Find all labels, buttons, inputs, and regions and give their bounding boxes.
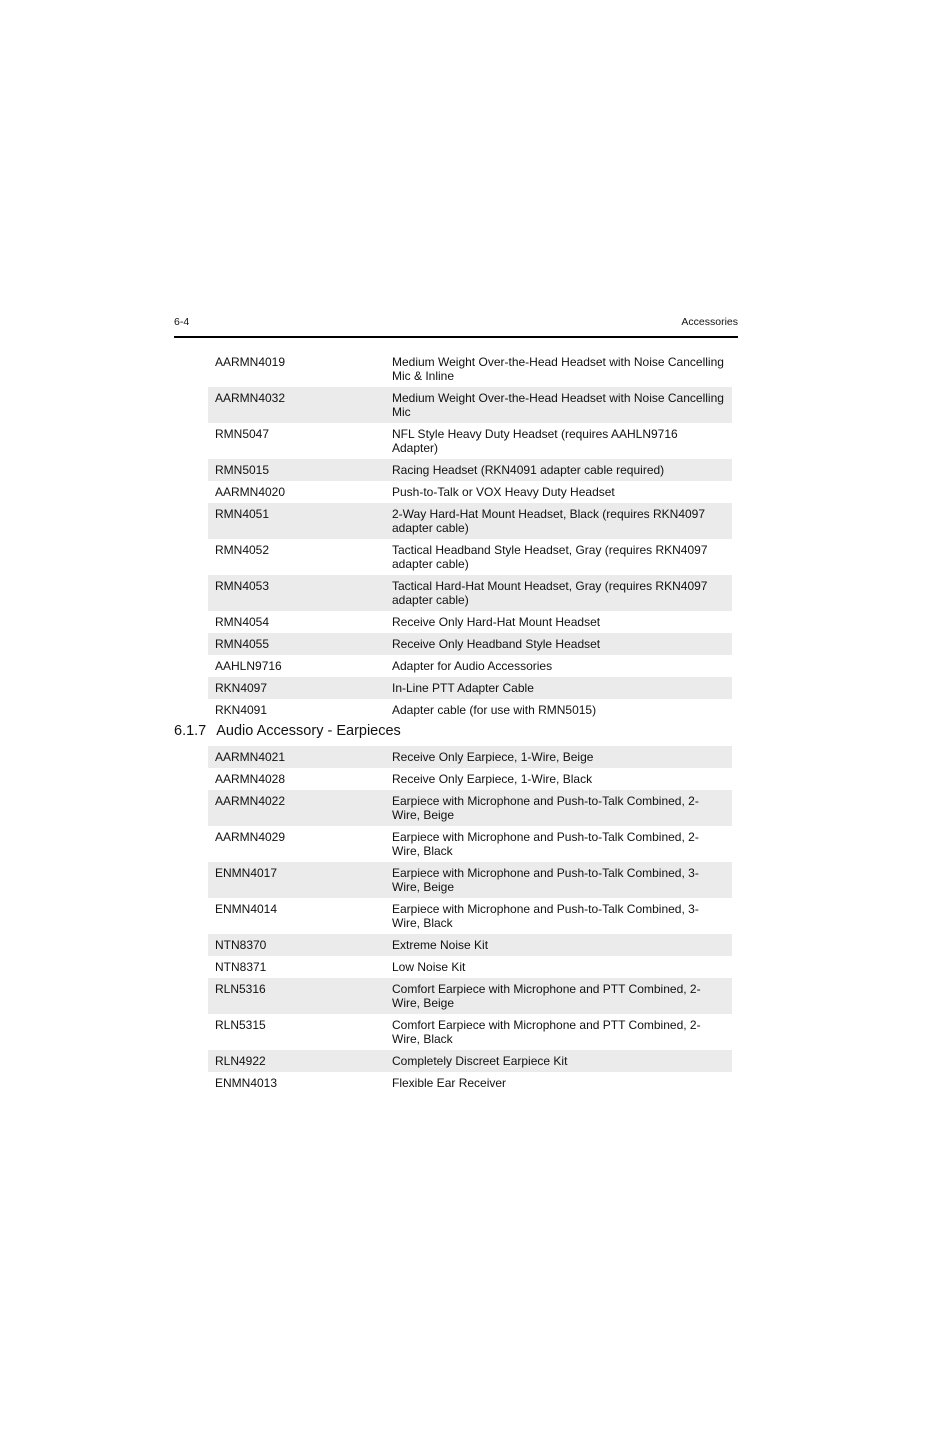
description: Adapter cable (for use with RMN5015) [392,703,597,717]
part-number: RMN5047 [215,427,270,441]
description: Low Noise Kit [392,960,466,974]
table-row [208,790,732,826]
table-row [208,677,732,699]
part-number: ENMN4014 [215,902,278,916]
part-number: RLN5315 [215,1018,266,1032]
description: Extreme Noise Kit [392,934,732,956]
section-title: Accessories [681,316,738,328]
table-row [208,1072,732,1094]
part-number: AARMN4032 [208,387,392,423]
part-number: ENMN4013 [215,1076,278,1090]
description: Medium Weight Over-the-Head Headset with Noise Cancelling Mic [392,387,732,423]
table-row [208,956,732,978]
table-row [208,351,732,387]
description: Comfort Earpiece with Microphone and PTT Combined, 2-Wire, Beige [392,978,732,1014]
part-number: AAHLN9716 [215,659,282,673]
headsets-table [208,351,732,721]
part-number: RMN4052 [215,543,270,557]
section-heading-earpieces [174,722,401,740]
part-number: NTN8370 [208,934,392,956]
table-row [208,826,732,862]
table-row [208,978,732,1014]
earpieces-table [208,746,732,1094]
part-number: RKN4091 [215,703,268,717]
table-row [208,862,732,898]
description: Receive Only Headband Style Headset [392,633,732,655]
table-row [208,611,732,633]
description: Earpiece with Microphone and Push-to-Talk Combined, 2-Wire, Beige [392,790,732,826]
description: Receive Only Earpiece, 1-Wire, Black [392,772,593,786]
part-number: RMN4053 [208,575,392,611]
description: Tactical Headband Style Headset, Gray (requires RKN4097 adapter cable) [392,543,708,571]
description: Flexible Ear Receiver [392,1076,507,1090]
description: Push-to-Talk or VOX Heavy Duty Headset [392,485,615,499]
part-number: RMN5015 [208,459,392,481]
page-header [174,316,738,338]
description: Adapter for Audio Accessories [392,659,553,673]
description: Receive Only Earpiece, 1-Wire, Beige [392,746,732,768]
part-number: AARMN4029 [215,830,286,844]
description: Tactical Hard-Hat Mount Headset, Gray (requires RKN4097 adapter cable) [392,575,732,611]
table-row [208,633,732,655]
section-heading-title: Audio Accessory - Earpieces [216,723,401,739]
part-number: RMN4055 [208,633,392,655]
table-row [208,503,732,539]
part-number: AARMN4021 [208,746,392,768]
description: Medium Weight Over-the-Head Headset with Noise Cancelling Mic & Inline [392,355,724,383]
part-number: RLN5316 [208,978,392,1014]
table-row [208,459,732,481]
table-row [208,768,732,790]
table-row [208,746,732,768]
table-row [208,934,732,956]
table-row [208,655,732,677]
table-row [208,898,732,934]
description: Completely Discreet Earpiece Kit [392,1050,732,1072]
table-row [208,699,732,721]
description: Earpiece with Microphone and Push-to-Talk Combined, 2-Wire, Black [392,830,699,858]
part-number: AARMN4028 [215,772,286,786]
page-number: 6-4 [174,316,190,328]
description: Comfort Earpiece with Microphone and PTT Combined, 2-Wire, Black [392,1018,701,1046]
section-number: 6.1.7 [174,723,207,739]
description: Receive Only Hard-Hat Mount Headset [392,615,601,629]
table-row [208,481,732,503]
table-row [208,575,732,611]
part-number: RLN4922 [208,1050,392,1072]
part-number: RMN4051 [208,503,392,539]
description: Earpiece with Microphone and Push-to-Talk Combined, 3-Wire, Black [392,902,699,930]
part-number: NTN8371 [215,960,267,974]
description: In-Line PTT Adapter Cable [392,677,732,699]
description: Racing Headset (RKN4091 adapter cable required) [392,459,732,481]
table-row [208,1014,732,1050]
description: NFL Style Heavy Duty Headset (requires AAHLN9716 Adapter) [392,427,678,455]
table-row [208,423,732,459]
table-row [208,387,732,423]
table-row [208,539,732,575]
part-number: ENMN4017 [208,862,392,898]
part-number: RMN4054 [215,615,270,629]
part-number: AARMN4022 [208,790,392,826]
description: Earpiece with Microphone and Push-to-Talk Combined, 3-Wire, Beige [392,862,732,898]
part-number: AARMN4019 [215,355,286,369]
part-number: RKN4097 [208,677,392,699]
description: 2-Way Hard-Hat Mount Headset, Black (requires RKN4097 adapter cable) [392,503,732,539]
table-row [208,1050,732,1072]
part-number: AARMN4020 [215,485,286,499]
